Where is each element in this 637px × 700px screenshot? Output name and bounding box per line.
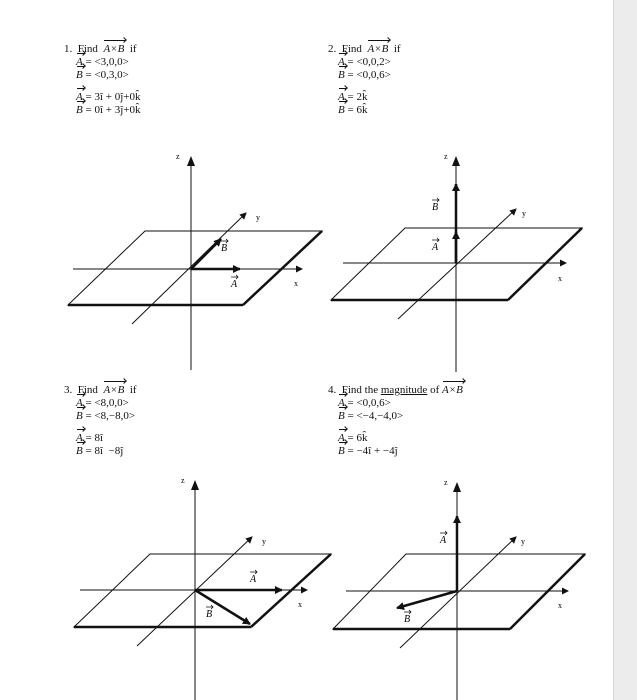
vector-a-label: A [250,574,257,585]
problem-3-number: 3. [64,384,73,396]
vector-b-label: B [206,609,213,620]
magnitude-word: magnitude [380,384,428,396]
vector-b-label: B [221,243,228,254]
vector-a-label: A [231,279,238,290]
problem-2-text: 2. Find A×B if A = <0,0,2> B = <0,0,6> A = 2k̂ B = 6k̂ [328,43,401,116]
y-label: y [521,537,525,546]
problem-1-text: 1. Find A×B if A = <3,0,0> B = <0,3,0> A = 3î + 0ĵ+0k̂ B = 0î + 3ĵ+0k̂ [64,43,141,116]
problem-1-a-angle: = <3,0,0> [85,56,129,68]
problem-3-b-angle: = <8,−8,0> [85,410,136,422]
y-label: y [256,213,260,222]
plane-right-edge [243,231,322,305]
cross-product: A×B [103,43,125,55]
problem-2-b-angle: = <0,0,6> [347,69,391,81]
problem-1-b-angle: = <0,3,0> [85,69,129,81]
vector-b-arrow [195,590,250,624]
z-label: z [444,478,448,487]
problem-4-text: 4. Find the magnitude of A×B A = <0,0,6> B = <−4,−4,0> A = 6k̂ B = −4î + −4ĵ [328,384,463,457]
fig1 [68,152,322,370]
vector-a-label: A [432,242,439,253]
problem-4-a-unit: = 6k̂ [347,432,368,444]
vector-a-symbol: A [76,56,83,68]
vector-b-arrow [397,591,457,608]
vector-b-label: B [432,202,439,213]
vector-a-label: A [440,535,447,546]
problem-1-a-unit: = 3î + 0ĵ+0k̂ [85,91,141,103]
z-label: z [181,476,185,485]
vector-b-symbol: B [76,69,83,81]
x-label: x [558,274,562,283]
problem-1-prompt: 1. Find A×B if [64,43,137,55]
problem-2-number: 2. [328,43,337,55]
problem-4-number: 4. [328,384,337,396]
problem-4-a-angle: = <0,0,6> [347,397,391,409]
problem-2-b-unit: = 6k̂ [347,104,368,116]
problem-3-b-unit: = 8î −8ĵ [85,445,124,457]
problem-4-b-angle: = <−4,−4,0> [347,410,404,422]
z-label: z [444,152,448,161]
y-label: y [262,537,266,546]
problem-3-a-angle: = <8,0,0> [85,397,129,409]
vector-b-arrow [191,239,221,269]
problem-2-a-unit: = 2k̂ [347,91,368,103]
vector-b-label: B [404,614,411,625]
z-arrowhead [452,156,460,166]
problem-3-prompt: 3. Find A×B if [64,384,137,396]
z-arrowhead [453,482,461,492]
problem-2-diagram [331,152,582,372]
problem-3-a-unit: = 8î [85,432,103,444]
z-arrowhead [191,480,199,490]
z-label: z [176,152,180,161]
problem-3-diagram [74,476,331,700]
x-label: x [558,601,562,610]
plane-right-edge [508,228,582,300]
x-label: x [298,600,302,609]
problem-3-text: 3. Find A×B if A = <8,0,0> B = <8,−8,0> A = 8î B = 8î −8ĵ [64,384,137,457]
z-arrowhead [187,156,195,166]
problem-4-prompt: 4. Find the magnitude of A×B [328,384,463,396]
y-label: y [522,209,526,218]
problem-2-prompt: 2. Find A×B if [328,43,401,55]
problem-4-b-unit: = −4î + −4ĵ [347,445,398,457]
x-label: x [294,279,298,288]
problem-1-b-unit: = 0î + 3ĵ+0k̂ [85,104,141,116]
problem-4-diagram [333,478,585,700]
problem-1-number: 1. [64,43,73,55]
problem-2-a-angle: = <0,0,2> [347,56,391,68]
